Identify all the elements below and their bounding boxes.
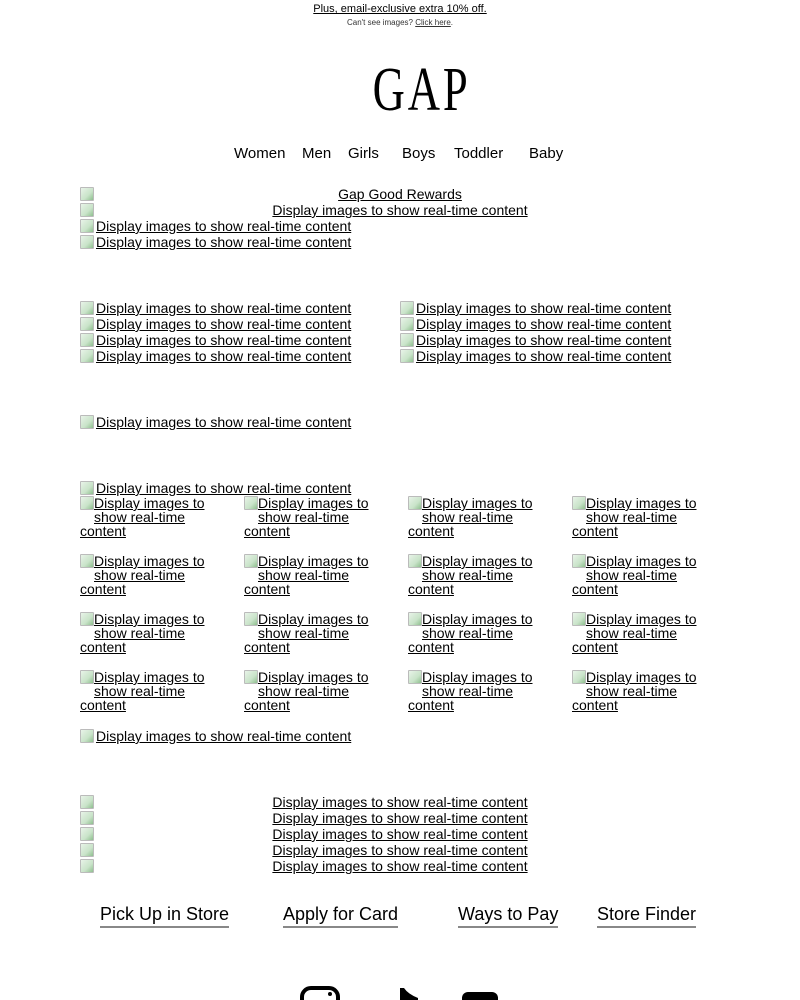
broken-image-icon bbox=[80, 811, 94, 825]
images-notice-text: Can't see images? bbox=[346, 18, 413, 27]
promo-image-link[interactable] bbox=[80, 348, 351, 364]
image-alt-line: content bbox=[244, 639, 290, 655]
image-alt-line: content bbox=[80, 639, 126, 655]
image-alt-line: Display images to bbox=[258, 611, 369, 627]
broken-image-icon bbox=[80, 496, 94, 510]
image-alt-line: show real-time bbox=[94, 567, 186, 583]
broken-image-icon bbox=[80, 203, 94, 217]
image-alt-line: Display images to bbox=[258, 553, 369, 569]
image-alt-line: Display images to bbox=[586, 611, 697, 627]
nav-baby[interactable]: Baby bbox=[529, 145, 564, 162]
image-alt-text: Display images to show real-time content bbox=[96, 332, 352, 348]
hero-image-link[interactable] bbox=[80, 202, 720, 218]
image-alt-line: show real-time bbox=[422, 567, 514, 583]
product-image-link[interactable] bbox=[80, 496, 220, 538]
image-alt-text: Display images to show real-time content bbox=[96, 316, 352, 332]
image-alt-line: show real-time bbox=[258, 625, 350, 641]
promo-banner bbox=[0, 2, 800, 16]
nav-men[interactable]: Men bbox=[302, 145, 332, 162]
footer-image-link[interactable] bbox=[80, 826, 720, 842]
image-alt-line: show real-time bbox=[94, 625, 186, 641]
category-nav bbox=[0, 144, 800, 164]
promo-link[interactable]: Plus, email-exclusive extra 10% off. bbox=[313, 3, 487, 15]
image-alt-text: Display images to show real-time content bbox=[96, 414, 352, 430]
product-image-link[interactable] bbox=[572, 612, 712, 654]
broken-image-icon bbox=[80, 843, 94, 857]
promo-image-link[interactable] bbox=[400, 300, 671, 316]
image-alt-line: show real-time bbox=[94, 683, 186, 699]
gap-logo[interactable]: GAP bbox=[372, 56, 471, 124]
broken-image-icon bbox=[80, 219, 94, 233]
nav-women[interactable]: Women bbox=[234, 145, 286, 162]
image-alt-line: Display images to bbox=[586, 669, 697, 685]
image-alt-line: Display images to bbox=[586, 553, 697, 569]
broken-image-icon bbox=[572, 670, 586, 684]
images-notice-punct: . bbox=[450, 18, 454, 27]
broken-image-icon bbox=[408, 554, 422, 568]
tiktok-icon[interactable] bbox=[398, 986, 422, 1000]
image-alt-text: Display images to show real-time content bbox=[96, 728, 352, 744]
broken-image-icon bbox=[408, 670, 422, 684]
image-alt-line: content bbox=[80, 581, 126, 597]
broken-image-icon bbox=[80, 554, 94, 568]
image-alt-line: Display images to bbox=[94, 553, 205, 569]
product-image-link[interactable] bbox=[408, 670, 548, 712]
broken-image-icon bbox=[572, 554, 586, 568]
image-alt-text: Display images to show real-time content bbox=[96, 218, 352, 234]
banner-image-link[interactable] bbox=[80, 728, 351, 744]
broken-image-icon bbox=[80, 333, 94, 347]
instagram-icon[interactable] bbox=[300, 986, 340, 1000]
broken-image-icon bbox=[80, 612, 94, 626]
product-image-link[interactable] bbox=[244, 554, 384, 596]
rewards-alt-text: Gap Good Rewards bbox=[338, 186, 462, 202]
image-alt-line: content bbox=[244, 523, 290, 539]
broken-image-icon bbox=[572, 612, 586, 626]
image-alt-line: show real-time bbox=[422, 683, 514, 699]
broken-image-icon bbox=[244, 670, 258, 684]
image-alt-line: content bbox=[408, 697, 454, 713]
image-alt-text: Display images to show real-time content bbox=[272, 202, 528, 218]
image-alt-text: Display images to show real-time content bbox=[96, 348, 352, 364]
promo-image-link[interactable] bbox=[80, 332, 351, 348]
grid-header-image-link[interactable] bbox=[80, 480, 351, 496]
image-alt-line: show real-time bbox=[258, 683, 350, 699]
footer-image-link[interactable] bbox=[80, 794, 720, 810]
broken-image-icon bbox=[80, 349, 94, 363]
image-alt-text: Display images to show real-time content bbox=[416, 300, 672, 316]
image-alt-line: Display images to bbox=[94, 669, 205, 685]
product-image-link[interactable] bbox=[408, 554, 548, 596]
image-alt-line: content bbox=[408, 581, 454, 597]
image-alt-line: content bbox=[572, 697, 618, 713]
broken-image-icon bbox=[408, 496, 422, 510]
broken-image-icon bbox=[80, 729, 94, 743]
image-alt-line: Display images to bbox=[586, 495, 697, 511]
product-image-link[interactable] bbox=[80, 670, 220, 712]
image-alt-line: show real-time bbox=[586, 567, 678, 583]
pick-up-in-store-link[interactable]: Pick Up in Store bbox=[100, 903, 229, 928]
rewards-image-link[interactable] bbox=[80, 186, 720, 202]
product-image-link[interactable] bbox=[572, 496, 712, 538]
image-alt-line: Display images to bbox=[422, 495, 533, 511]
broken-image-icon bbox=[400, 317, 414, 331]
product-image-link[interactable] bbox=[408, 612, 548, 654]
broken-image-icon bbox=[80, 481, 94, 495]
image-alt-line: show real-time bbox=[586, 683, 678, 699]
product-image-link[interactable] bbox=[244, 496, 384, 538]
broken-image-icon bbox=[80, 301, 94, 315]
image-alt-line: Display images to bbox=[258, 669, 369, 685]
image-alt-text: Display images to show real-time content bbox=[272, 794, 528, 810]
image-alt-text: Display images to show real-time content bbox=[272, 858, 528, 874]
promo-image-link[interactable] bbox=[400, 332, 671, 348]
footer-image-link[interactable] bbox=[80, 858, 720, 874]
image-alt-line: content bbox=[408, 639, 454, 655]
product-image-link[interactable] bbox=[244, 670, 384, 712]
product-image-link[interactable] bbox=[80, 554, 220, 596]
image-alt-line: content bbox=[408, 523, 454, 539]
image-alt-line: content bbox=[80, 523, 126, 539]
image-alt-text: Display images to show real-time content bbox=[272, 842, 528, 858]
product-image-link[interactable] bbox=[408, 496, 548, 538]
promo-image-link[interactable] bbox=[80, 300, 351, 316]
promo-image-link[interactable] bbox=[400, 348, 671, 364]
image-alt-text: Display images to show real-time content bbox=[416, 316, 672, 332]
image-alt-text: Display images to show real-time content bbox=[96, 300, 352, 316]
broken-image-icon bbox=[572, 496, 586, 510]
image-alt-line: content bbox=[244, 697, 290, 713]
nav-toddler[interactable]: Toddler bbox=[454, 145, 504, 162]
nav-boys[interactable]: Boys bbox=[402, 145, 436, 162]
store-finder-link[interactable]: Store Finder bbox=[597, 903, 696, 928]
broken-image-icon bbox=[80, 415, 94, 429]
image-alt-text: Display images to show real-time content bbox=[96, 234, 352, 250]
product-image-link[interactable] bbox=[244, 612, 384, 654]
broken-image-icon bbox=[400, 333, 414, 347]
image-alt-text: Display images to show real-time content bbox=[272, 826, 528, 842]
footer-links bbox=[0, 903, 800, 929]
image-alt-text: Display images to show real-time content bbox=[272, 810, 528, 826]
hero-image-link[interactable] bbox=[80, 234, 351, 250]
broken-image-icon bbox=[80, 795, 94, 809]
nav-girls[interactable]: Girls bbox=[348, 145, 379, 162]
image-alt-line: show real-time bbox=[422, 625, 514, 641]
image-alt-line: Display images to bbox=[258, 495, 369, 511]
social-links bbox=[0, 986, 800, 1000]
promo-image-link[interactable] bbox=[400, 316, 671, 332]
broken-image-icon bbox=[244, 554, 258, 568]
image-alt-line: Display images to bbox=[94, 495, 205, 511]
broken-image-icon bbox=[244, 496, 258, 510]
apply-for-card-link[interactable]: Apply for Card bbox=[283, 903, 398, 928]
product-image-link[interactable] bbox=[80, 612, 220, 654]
image-alt-line: show real-time bbox=[258, 509, 350, 525]
broken-image-icon bbox=[400, 349, 414, 363]
broken-image-icon bbox=[400, 301, 414, 315]
image-alt-line: show real-time bbox=[422, 509, 514, 525]
youtube-icon[interactable] bbox=[461, 986, 499, 1000]
broken-image-icon bbox=[80, 827, 94, 841]
product-image-link[interactable] bbox=[572, 554, 712, 596]
image-alt-line: content bbox=[572, 523, 618, 539]
broken-image-icon bbox=[408, 612, 422, 626]
footer-image-link[interactable] bbox=[80, 842, 720, 858]
image-alt-line: content bbox=[572, 581, 618, 597]
image-alt-line: show real-time bbox=[258, 567, 350, 583]
image-alt-text: Display images to show real-time content bbox=[416, 332, 672, 348]
promo-image-link[interactable] bbox=[80, 316, 351, 332]
image-alt-text: Display images to show real-time content bbox=[96, 480, 352, 496]
broken-image-icon bbox=[80, 235, 94, 249]
image-alt-text: Display images to show real-time content bbox=[416, 348, 672, 364]
hero-image-link[interactable] bbox=[80, 218, 351, 234]
image-alt-line: Display images to bbox=[94, 611, 205, 627]
images-notice bbox=[0, 18, 800, 28]
ways-to-pay-link[interactable]: Ways to Pay bbox=[458, 903, 558, 928]
image-alt-line: Display images to bbox=[422, 553, 533, 569]
image-alt-line: show real-time bbox=[94, 509, 186, 525]
image-alt-line: Display images to bbox=[422, 669, 533, 685]
broken-image-icon bbox=[80, 187, 94, 201]
broken-image-icon bbox=[80, 859, 94, 873]
product-image-link[interactable] bbox=[572, 670, 712, 712]
broken-image-icon bbox=[80, 317, 94, 331]
image-alt-line: content bbox=[80, 697, 126, 713]
footer-image-link[interactable] bbox=[80, 810, 720, 826]
image-alt-line: show real-time bbox=[586, 509, 678, 525]
image-alt-line: content bbox=[572, 639, 618, 655]
click-here-link[interactable]: Click here bbox=[415, 18, 451, 27]
image-alt-line: Display images to bbox=[422, 611, 533, 627]
broken-image-icon bbox=[244, 612, 258, 626]
broken-image-icon bbox=[80, 670, 94, 684]
image-alt-line: show real-time bbox=[586, 625, 678, 641]
image-alt-line: content bbox=[244, 581, 290, 597]
banner-image-link[interactable] bbox=[80, 414, 351, 430]
